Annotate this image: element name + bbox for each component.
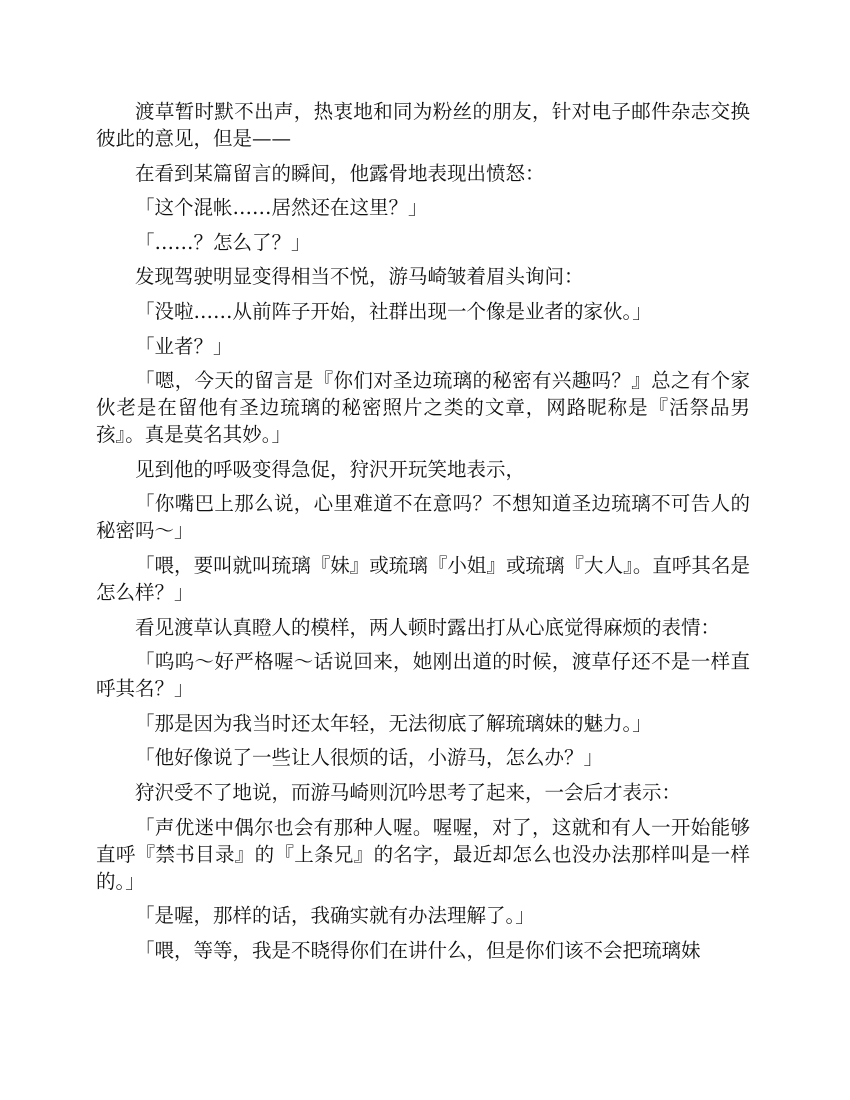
paragraph: 「声优迷中偶尔也会有那种人喔。喔喔，对了，这就和有人一开始能够直呼『禁书目录』的『上条兄』的名字，最近却怎么也没办法那样叫是一样的。」 (96, 815, 750, 893)
paragraph: 「那是因为我当时还太年轻，无法彻底了解琉璃妹的魅力。」 (135, 711, 652, 735)
paragraph: 「喂，要叫就叫琉璃『妹』或琉璃『小姐』或琉璃『大人』。直呼其名是怎么样？」 (96, 553, 750, 604)
paragraph: 「这个混帐……居然还在这里？」 (135, 196, 428, 220)
paragraph: 「嗯，今天的留言是『你们对圣边琉璃的秘密有兴趣吗？』总之有个家伙老是在留他有圣边琉璃的秘密照片之类的文章，网路昵称是『活祭品男孩』。真是莫名其妙。」 (96, 369, 750, 447)
paragraph: 在看到某篇留言的瞬间，他露骨地表现出愤怒： (135, 161, 545, 185)
paragraph: 「业者？」 (135, 334, 233, 358)
paragraph: 狩沢受不了地说，而游马崎则沉吟思考了起来，一会后才表示： (135, 780, 682, 804)
paragraph: 「……？怎么了？」 (135, 230, 311, 254)
paragraph: 「喂，等等，我是不晓得你们在讲什么，但是你们该不会把琉璃妹 (135, 938, 701, 962)
paragraph: 渡草暂时默不出声，热衷地和同为粉丝的朋友，针对电子邮件杂志交换彼此的意见，但是—— (96, 100, 750, 150)
paragraph: 「他好像说了一些让人很烦的话，小游马，怎么办？」 (135, 746, 604, 770)
paragraph: 「是喔，那样的话，我确实就有办法理解了。」 (135, 904, 535, 928)
paragraph: 看见渡草认真瞪人的模样，两人顿时露出打从心底觉得麻烦的表情： (135, 615, 721, 639)
paragraph: 「没啦……从前阵子开始，社群出现一个像是业者的家伙。」 (135, 299, 652, 323)
body-text (96, 98, 750, 971)
paragraph: 发现驾驶明显变得相当不悦，游马崎皱着眉头询问： (135, 265, 584, 289)
paragraph: 「你嘴巴上那么说，心里难道不在意吗？不想知道圣边琉璃不可告人的秘密吗～」 (96, 492, 750, 543)
paragraph: 「呜呜～好严格喔～话说回来，她刚出道的时候，渡草仔还不是一样直呼其名？」 (96, 650, 750, 701)
paragraph: 见到他的呼吸变得急促，狩沢开玩笑地表示， (135, 457, 526, 481)
